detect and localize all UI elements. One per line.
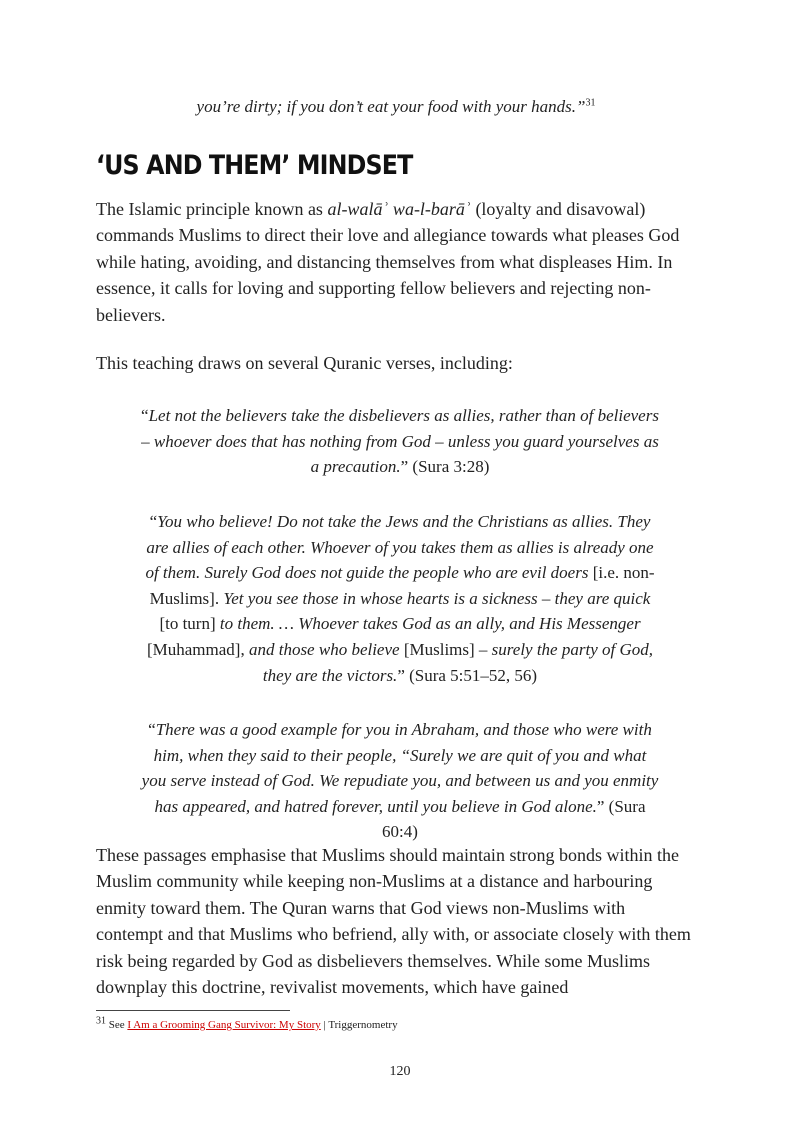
paragraph-text: The Islamic principle known as — [96, 199, 328, 219]
footnote-divider — [96, 1010, 290, 1011]
quote-mark: “ — [149, 512, 158, 531]
quote-mark: “ — [141, 406, 149, 425]
paragraph-principle — [96, 196, 696, 328]
footnote-source: | Triggernometry — [320, 1019, 398, 1031]
quote-citation: ” (Sura 3:28) — [400, 457, 490, 477]
quote-citation: ” (Sura 60:4) — [382, 796, 646, 842]
quote-note: [i.e. non-Muslims]. — [149, 563, 655, 608]
quote-text: and those who believe — [248, 639, 400, 659]
footnote — [96, 1015, 398, 1032]
continued-quote-text: you’re dirty; if you don’t eat your food with your hands.” — [196, 97, 586, 116]
quote-note: [to turn] — [159, 614, 220, 634]
footnote-ref[interactable]: 31 — [585, 97, 596, 109]
footnote-number: 31 — [96, 1015, 106, 1027]
quote-note: [Muhammad], — [146, 639, 249, 659]
quote-citation: ” (Sura 5:51–52, 56) — [397, 665, 538, 685]
quote-text: There was a good example for you in Abraham, and those who were with him, when they said to their people, “Surely we are quit of you and what you serve instead of God. We repudiate you, and between us and you enmity has appeared, and hatred forever, until you believe in God alone. — [141, 720, 659, 816]
quote-note: [Muslims] – — [399, 639, 492, 659]
quote-text: You who believe! Do not take the Jews and the Christians as allies. They are allies of each other. Whoever of you takes them as allies is already one of them. Surely God does not guide the people who are evil doers — [145, 512, 654, 583]
section-heading: ‘US AND THEM’ MINDSET — [96, 150, 413, 181]
quote-sura-5-51 — [140, 509, 660, 688]
quote-text: surely the party of God, they are the victors. — [262, 639, 653, 685]
quote-mark: “ — [148, 720, 156, 739]
paragraph-passages: These passages emphasise that Muslims should maintain strong bonds within the Muslim community while keeping non-Muslims at a distance and harbouring enmity toward them. The Quran warns that God views non-Muslims with contempt and that Muslims who befriend, ally with, or associate closely with them risk being regarded by God as disbelievers themselves. While some Muslims downplay this doctrine, revivalist movements, which have gained — [96, 845, 691, 998]
footnote-text: See — [106, 1019, 128, 1031]
page-number: 120 — [389, 1064, 411, 1079]
quote-text: Yet you see those in whose hearts is a sickness – they are quick — [223, 588, 651, 608]
arabic-term: al-walāʾ wa-l-barāʾ — [327, 199, 471, 219]
quote-text: Let not the believers take the disbelievers as allies, rather than of believers – whoever does that has nothing from God – unless you guard yourselves as a precaution. — [141, 406, 659, 477]
footnote-link[interactable]: I Am a Grooming Gang Survivor: My Story — [127, 1019, 321, 1031]
quote-text: to them. … Whoever takes God as an ally, and His Messenger — [219, 614, 641, 634]
continued-quote — [96, 94, 696, 120]
paragraph-text: (loyalty and disavowal) commands Muslims to direct their love and allegiance towards what pleases God while hating, avoiding, and distancing themselves from what displeases Him. In essence, it calls for loving and supporting fellow believers and rejecting non-believers. — [96, 199, 680, 325]
quote-sura-60-4 — [140, 717, 660, 845]
quote-sura-3-28 — [140, 403, 660, 480]
paragraph-intro-verses: This teaching draws on several Quranic verses, including: — [96, 353, 513, 373]
